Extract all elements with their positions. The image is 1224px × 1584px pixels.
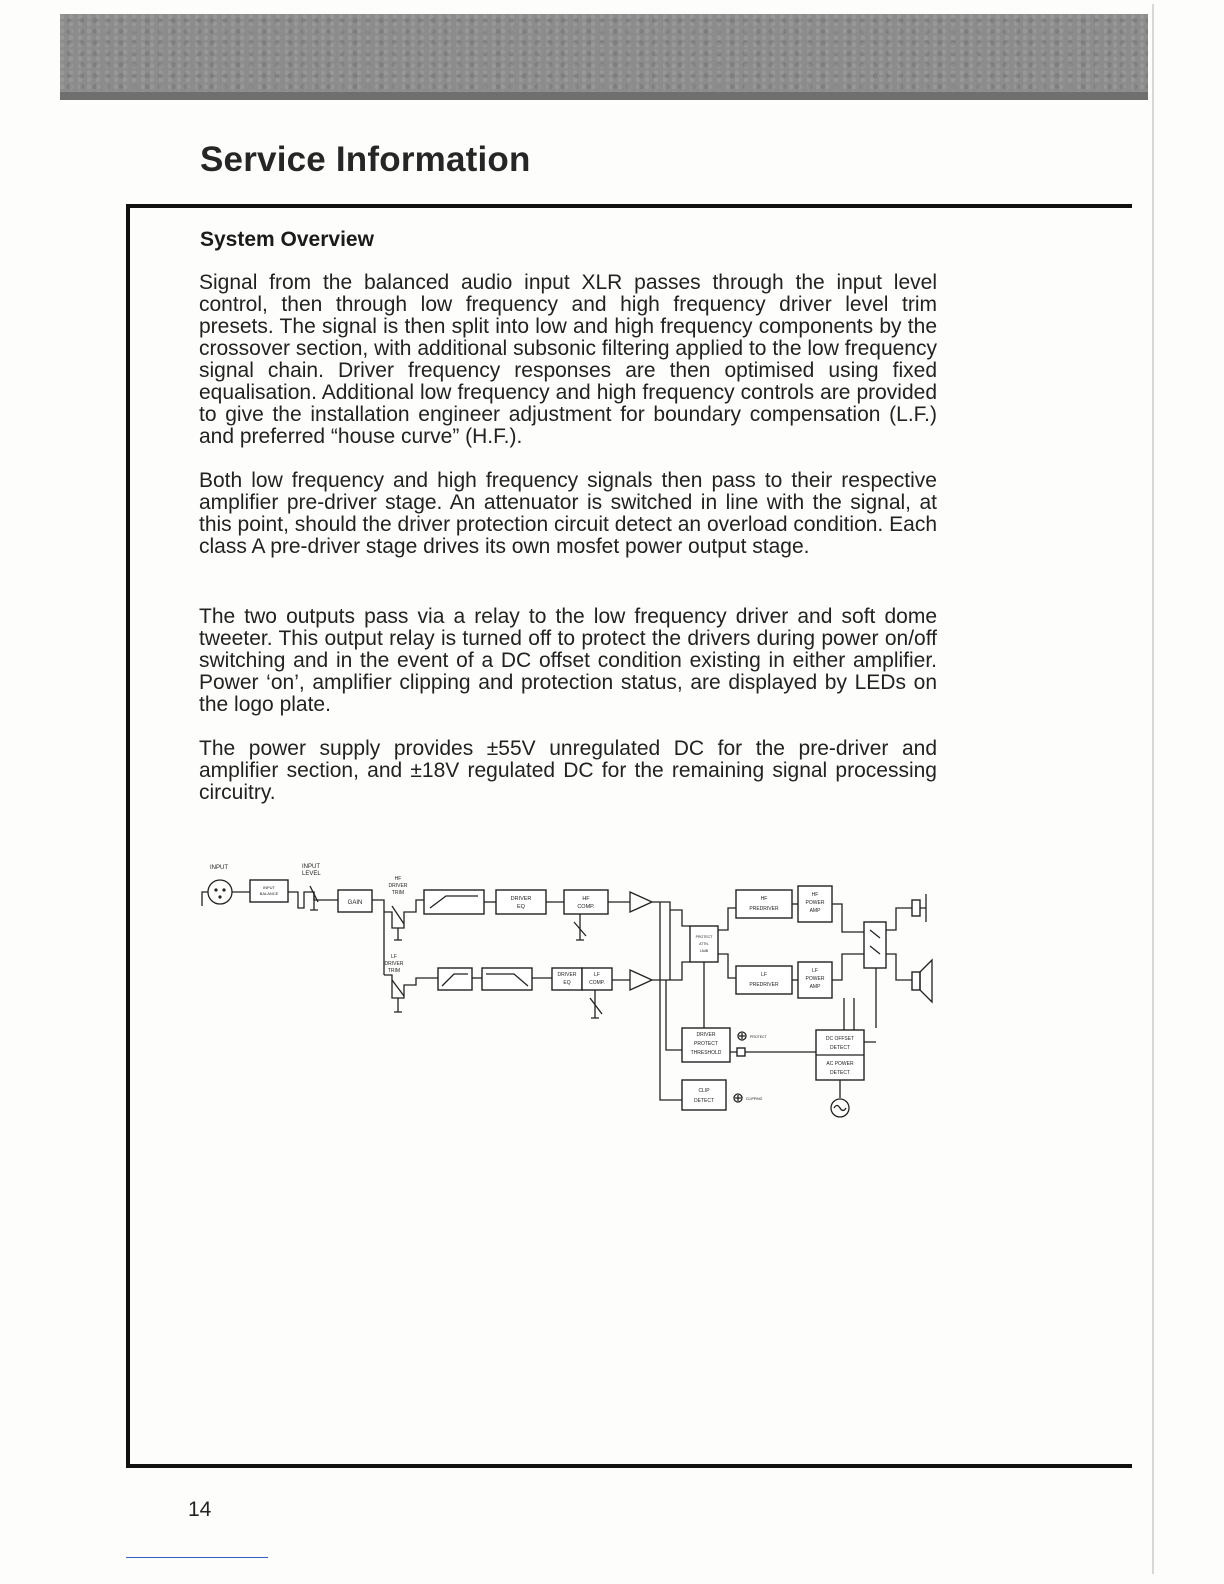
lf-comp-label-2: COMP. xyxy=(589,980,605,986)
woofer-icon xyxy=(912,960,932,1002)
input-level-label-2: LEVEL xyxy=(302,871,321,877)
hf-trim-label-2: DRIVER xyxy=(388,883,408,889)
protect-led-label: PROTECT xyxy=(750,1035,767,1039)
paragraph-power-supply: The power supply provides ±55V unregulated DC for the pre-driver and amplifier section, and ±18V regulated DC for the remaining signal processing circuitry. xyxy=(199,737,937,804)
protect-atten-label-3: 16dB xyxy=(699,949,709,953)
paragraph-output-relay: The two outputs pass via a relay to the low frequency driver and soft dome tweeter. This output relay is turned off to protect the drivers during power on/off switching and in the event of a DC offset condition existing in either amplifier. Power ‘on’, amplifier clipping and protection status, are displayed by LEDs on the logo plate. xyxy=(199,605,937,716)
page-edge-line xyxy=(1152,4,1154,1574)
lf-eq-label-2: EQ xyxy=(563,980,571,986)
hf-highpass-filter-block xyxy=(424,890,484,914)
lf-eq-label-1: DRIVER xyxy=(557,972,577,978)
input-level-label-1: INPUT xyxy=(302,864,320,870)
hf-comp-label-1: HF xyxy=(582,896,590,902)
lf-trim-label-2: DRIVER xyxy=(384,961,404,967)
input-balance-label-1: INPUT xyxy=(263,885,275,890)
footer-rule xyxy=(126,1557,268,1558)
clip-label-2: DETECT xyxy=(694,1098,714,1104)
hf-trim-label-3: TRIM xyxy=(391,890,405,896)
lf-predriver-label-2: PREDRIVER xyxy=(749,982,779,988)
lf-highpass-filter-block xyxy=(438,968,472,990)
lf-buffer-triangle-icon xyxy=(630,970,652,990)
clipping-led-label: CLIPPING xyxy=(746,1097,763,1101)
lf-comp-label-1: LF xyxy=(594,972,600,978)
header-band-shadow xyxy=(60,92,1148,100)
page-title: Service Information xyxy=(200,140,531,179)
ac-label-1: AC POWER xyxy=(826,1061,854,1067)
protect-atten-label-1: PROTECT xyxy=(695,935,713,939)
protect-and-gate-icon xyxy=(737,1048,745,1056)
lf-predriver-block xyxy=(736,966,792,994)
header-band xyxy=(60,14,1148,98)
dc-label-2: DETECT xyxy=(830,1045,850,1051)
clip-detect-block xyxy=(682,1080,726,1110)
lf-trim-pot-icon xyxy=(392,980,404,996)
hf-eq-label-2: EQ xyxy=(517,904,525,910)
hf-predriver-label-1: HF xyxy=(760,896,768,902)
xlr-input-icon xyxy=(202,880,250,906)
hf-comp-block xyxy=(564,890,608,914)
lf-trim-label-1: LF xyxy=(391,954,397,960)
hf-eq-label-1: DRIVER xyxy=(510,896,532,902)
clip-label-1: CLIP xyxy=(698,1088,710,1094)
dc-label-1: DC OFFSET xyxy=(825,1036,855,1042)
dp-label-1: DRIVER xyxy=(696,1032,716,1038)
ac-mains-icon xyxy=(831,1099,849,1117)
dp-label-2: PROTECT xyxy=(694,1041,718,1047)
hf-driver-eq-block xyxy=(496,890,546,914)
system-block-diagram xyxy=(190,850,950,1140)
page-number: 14 xyxy=(188,1498,212,1521)
hf-amp-label-3: AMP xyxy=(809,908,821,914)
paragraph-predriver: Both low frequency and high frequency signals then pass to their respective amplifier pre-driver stage. An attenuator is switched in line with the signal, at this point, should the driver protection circuit detect an overload condition. Each class A pre-driver stage drives its own mosfet power output stage. xyxy=(199,469,937,558)
hf-buffer-triangle-icon xyxy=(630,892,652,912)
section-heading: System Overview xyxy=(200,228,374,251)
clipping-led-icon xyxy=(734,1094,742,1102)
hf-comp-label-2: COMP. xyxy=(577,904,595,910)
hf-predriver-block xyxy=(736,890,792,918)
lf-amp-label-3: AMP xyxy=(809,984,821,990)
paragraph-signal-path: Signal from the balanced audio input XLR passes through the input level control, then through low frequency and high frequency driver level trim presets. The signal is then split into low and high frequency components by the crossover section, with additional subsonic filtering applied to the low frequency signal chain. Driver frequency responses are then optimised using fixed equalisation. Additional low frequency and high frequency controls are provided to give the installation engineer adjustment for boundary compensation (L.F.) and preferred “house curve” (H.F.). xyxy=(199,271,937,448)
lf-amp-label-2: POWER xyxy=(805,976,825,982)
hf-trim-label-1: HF xyxy=(394,876,402,882)
lf-trim-label-3: TRIM xyxy=(387,968,401,974)
input-balance-label-2: BALANCE xyxy=(259,891,279,896)
protect-led-icon xyxy=(738,1032,746,1040)
hf-amp-label-2: POWER xyxy=(805,900,825,906)
output-relay-block xyxy=(864,922,886,968)
lf-lowpass-filter-block xyxy=(482,968,532,990)
lf-predriver-label-1: LF xyxy=(761,972,767,978)
input-label: INPUT xyxy=(210,865,228,871)
hf-trim-pot-icon xyxy=(392,906,404,924)
lf-comp-pot-icon xyxy=(590,998,602,1014)
hf-predriver-label-2: PREDRIVER xyxy=(749,906,779,912)
hf-amp-label-1: HF xyxy=(811,892,819,898)
ac-label-2: DETECT xyxy=(830,1070,850,1076)
dp-label-3: THRESHOLD xyxy=(690,1050,722,1056)
tweeter-icon xyxy=(912,894,926,922)
gain-label: GAIN xyxy=(347,900,363,906)
lf-amp-label-1: LF xyxy=(812,968,818,974)
protect-atten-label-2: ATTN. xyxy=(699,942,709,946)
